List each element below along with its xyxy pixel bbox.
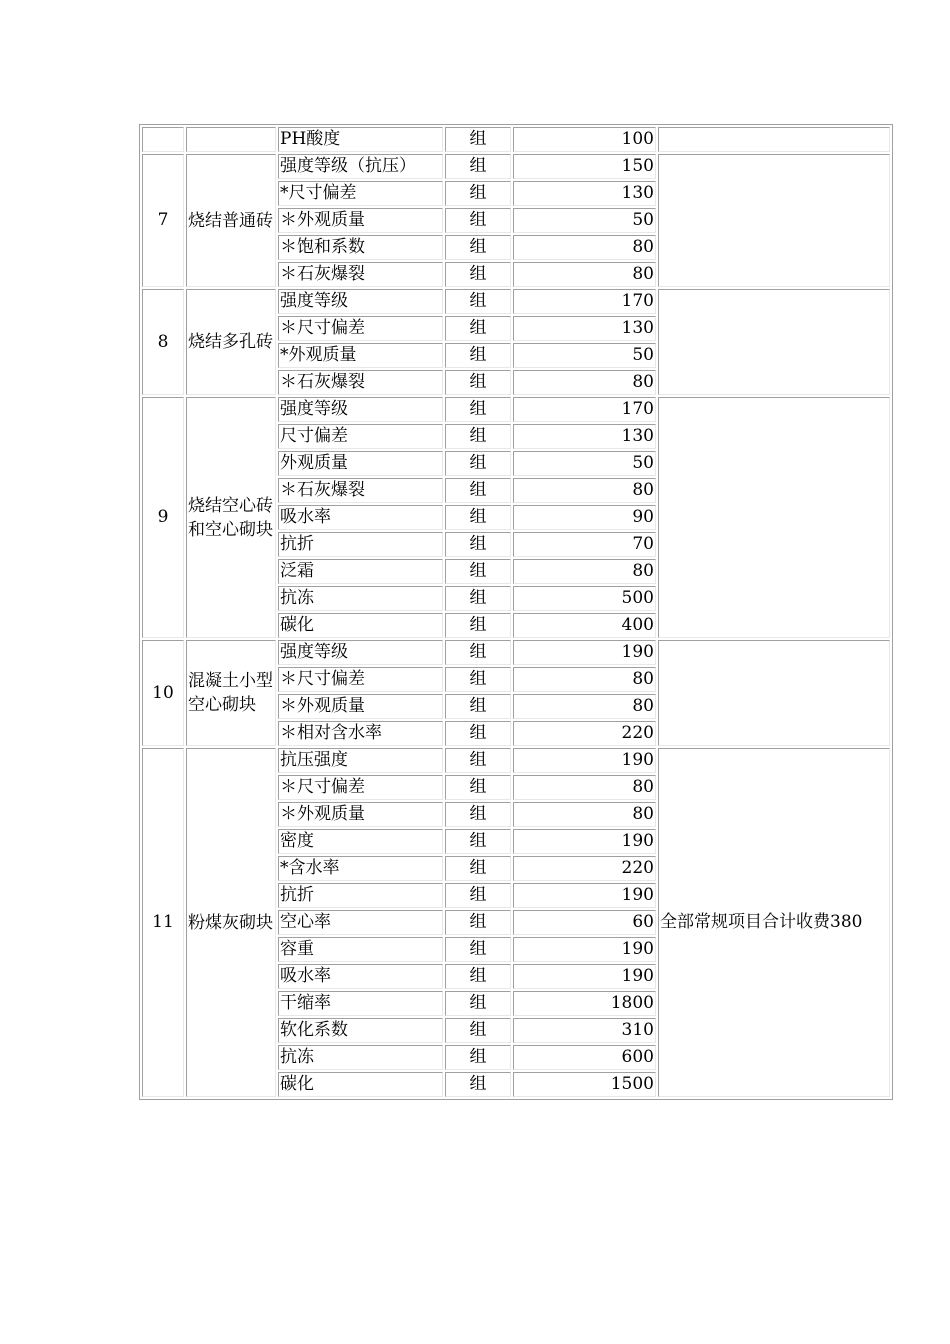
test-item-cell: 强度等级 bbox=[278, 397, 443, 422]
remark-cell bbox=[658, 640, 890, 746]
price-cell: 190 bbox=[513, 937, 656, 962]
remark-cell bbox=[658, 289, 890, 395]
test-item-cell: ＊外观质量 bbox=[278, 208, 443, 233]
unit-cell: 组 bbox=[445, 748, 511, 773]
test-item-cell: 碳化 bbox=[278, 613, 443, 638]
test-item-cell: 抗冻 bbox=[278, 1045, 443, 1070]
unit-cell: 组 bbox=[445, 937, 511, 962]
unit-cell: 组 bbox=[445, 775, 511, 800]
unit-cell: 组 bbox=[445, 613, 511, 638]
unit-cell: 组 bbox=[445, 316, 511, 341]
unit-cell: 组 bbox=[445, 127, 511, 152]
table-row bbox=[142, 127, 890, 152]
test-item-cell: ＊饱和系数 bbox=[278, 235, 443, 260]
test-item-cell: 抗折 bbox=[278, 883, 443, 908]
unit-cell: 组 bbox=[445, 1045, 511, 1070]
test-item-cell: 碳化 bbox=[278, 1072, 443, 1097]
price-cell: 130 bbox=[513, 181, 656, 206]
price-cell: 80 bbox=[513, 478, 656, 503]
remark-cell bbox=[658, 397, 890, 638]
unit-cell: 组 bbox=[445, 478, 511, 503]
unit-cell: 组 bbox=[445, 856, 511, 881]
price-cell: 80 bbox=[513, 694, 656, 719]
price-cell: 80 bbox=[513, 775, 656, 800]
test-item-cell: 容重 bbox=[278, 937, 443, 962]
price-cell: 80 bbox=[513, 802, 656, 827]
test-item-cell: *含水率 bbox=[278, 856, 443, 881]
price-cell: 190 bbox=[513, 640, 656, 665]
price-cell: 170 bbox=[513, 397, 656, 422]
price-cell: 80 bbox=[513, 559, 656, 584]
unit-cell: 组 bbox=[445, 424, 511, 449]
price-cell: 600 bbox=[513, 1045, 656, 1070]
test-item-cell: 尺寸偏差 bbox=[278, 424, 443, 449]
test-item-cell: 抗折 bbox=[278, 532, 443, 557]
remark-cell bbox=[658, 127, 890, 152]
price-cell: 310 bbox=[513, 1018, 656, 1043]
price-cell: 190 bbox=[513, 964, 656, 989]
unit-cell: 组 bbox=[445, 370, 511, 395]
product-name-cell: 烧结普通砖 bbox=[186, 154, 276, 287]
test-item-cell: ＊尺寸偏差 bbox=[278, 667, 443, 692]
test-item-cell: 软化系数 bbox=[278, 1018, 443, 1043]
unit-cell: 组 bbox=[445, 154, 511, 179]
price-cell: 130 bbox=[513, 424, 656, 449]
unit-cell: 组 bbox=[445, 667, 511, 692]
price-cell: 500 bbox=[513, 586, 656, 611]
test-item-cell: 密度 bbox=[278, 829, 443, 854]
unit-cell: 组 bbox=[445, 559, 511, 584]
price-cell: 190 bbox=[513, 829, 656, 854]
unit-cell: 组 bbox=[445, 802, 511, 827]
table-row bbox=[142, 289, 890, 314]
unit-cell: 组 bbox=[445, 343, 511, 368]
unit-cell: 组 bbox=[445, 721, 511, 746]
test-item-cell: 空心率 bbox=[278, 910, 443, 935]
group-number-cell bbox=[142, 127, 184, 152]
unit-cell: 组 bbox=[445, 910, 511, 935]
price-cell: 50 bbox=[513, 451, 656, 476]
group-number-cell: 9 bbox=[142, 397, 184, 638]
test-item-cell: ＊外观质量 bbox=[278, 802, 443, 827]
unit-cell: 组 bbox=[445, 1072, 511, 1097]
unit-cell: 组 bbox=[445, 262, 511, 287]
test-item-cell: 吸水率 bbox=[278, 505, 443, 530]
price-cell: 130 bbox=[513, 316, 656, 341]
unit-cell: 组 bbox=[445, 964, 511, 989]
group-number-cell: 10 bbox=[142, 640, 184, 746]
test-item-cell: ＊石灰爆裂 bbox=[278, 478, 443, 503]
table-row bbox=[142, 748, 890, 773]
price-cell: 400 bbox=[513, 613, 656, 638]
price-cell: 50 bbox=[513, 343, 656, 368]
group-number-cell: 8 bbox=[142, 289, 184, 395]
price-cell: 80 bbox=[513, 370, 656, 395]
test-item-cell: 吸水率 bbox=[278, 964, 443, 989]
test-item-cell: ＊石灰爆裂 bbox=[278, 370, 443, 395]
test-item-cell: PH酸度 bbox=[278, 127, 443, 152]
price-cell: 220 bbox=[513, 856, 656, 881]
unit-cell: 组 bbox=[445, 883, 511, 908]
fee-table bbox=[139, 124, 893, 1100]
unit-cell: 组 bbox=[445, 1018, 511, 1043]
price-cell: 50 bbox=[513, 208, 656, 233]
test-item-cell: 强度等级 bbox=[278, 289, 443, 314]
unit-cell: 组 bbox=[445, 397, 511, 422]
price-cell: 220 bbox=[513, 721, 656, 746]
test-item-cell: 泛霜 bbox=[278, 559, 443, 584]
group-number-cell: 11 bbox=[142, 748, 184, 1097]
test-item-cell: ＊外观质量 bbox=[278, 694, 443, 719]
price-cell: 1800 bbox=[513, 991, 656, 1016]
unit-cell: 组 bbox=[445, 451, 511, 476]
price-cell: 60 bbox=[513, 910, 656, 935]
unit-cell: 组 bbox=[445, 235, 511, 260]
test-item-cell: 外观质量 bbox=[278, 451, 443, 476]
test-item-cell: 抗压强度 bbox=[278, 748, 443, 773]
price-cell: 80 bbox=[513, 235, 656, 260]
unit-cell: 组 bbox=[445, 505, 511, 530]
test-item-cell: 强度等级 bbox=[278, 640, 443, 665]
price-cell: 80 bbox=[513, 262, 656, 287]
test-item-cell: ＊相对含水率 bbox=[278, 721, 443, 746]
unit-cell: 组 bbox=[445, 586, 511, 611]
product-name-cell bbox=[186, 127, 276, 152]
unit-cell: 组 bbox=[445, 829, 511, 854]
price-cell: 90 bbox=[513, 505, 656, 530]
remark-cell bbox=[658, 154, 890, 287]
unit-cell: 组 bbox=[445, 640, 511, 665]
test-item-cell: 抗冻 bbox=[278, 586, 443, 611]
unit-cell: 组 bbox=[445, 181, 511, 206]
fee-table-body bbox=[142, 127, 890, 1097]
test-item-cell: ＊尺寸偏差 bbox=[278, 775, 443, 800]
product-name-cell: 粉煤灰砌块 bbox=[186, 748, 276, 1097]
product-name-cell: 烧结空心砖和空心砌块 bbox=[186, 397, 276, 638]
unit-cell: 组 bbox=[445, 694, 511, 719]
price-cell: 190 bbox=[513, 748, 656, 773]
remark-cell: 全部常规项目合计收费380 bbox=[658, 748, 890, 1097]
unit-cell: 组 bbox=[445, 532, 511, 557]
test-item-cell: 干缩率 bbox=[278, 991, 443, 1016]
price-cell: 150 bbox=[513, 154, 656, 179]
test-item-cell: *尺寸偏差 bbox=[278, 181, 443, 206]
unit-cell: 组 bbox=[445, 208, 511, 233]
test-item-cell: ＊尺寸偏差 bbox=[278, 316, 443, 341]
test-item-cell: ＊石灰爆裂 bbox=[278, 262, 443, 287]
price-cell: 190 bbox=[513, 883, 656, 908]
table-row bbox=[142, 397, 890, 422]
product-name-cell: 烧结多孔砖 bbox=[186, 289, 276, 395]
price-cell: 70 bbox=[513, 532, 656, 557]
price-cell: 170 bbox=[513, 289, 656, 314]
test-item-cell: *外观质量 bbox=[278, 343, 443, 368]
unit-cell: 组 bbox=[445, 991, 511, 1016]
test-item-cell: 强度等级（抗压） bbox=[278, 154, 443, 179]
table-row bbox=[142, 154, 890, 179]
unit-cell: 组 bbox=[445, 289, 511, 314]
group-number-cell: 7 bbox=[142, 154, 184, 287]
price-cell: 100 bbox=[513, 127, 656, 152]
price-cell: 1500 bbox=[513, 1072, 656, 1097]
product-name-cell: 混凝土小型空心砌块 bbox=[186, 640, 276, 746]
price-cell: 80 bbox=[513, 667, 656, 692]
table-row bbox=[142, 640, 890, 665]
